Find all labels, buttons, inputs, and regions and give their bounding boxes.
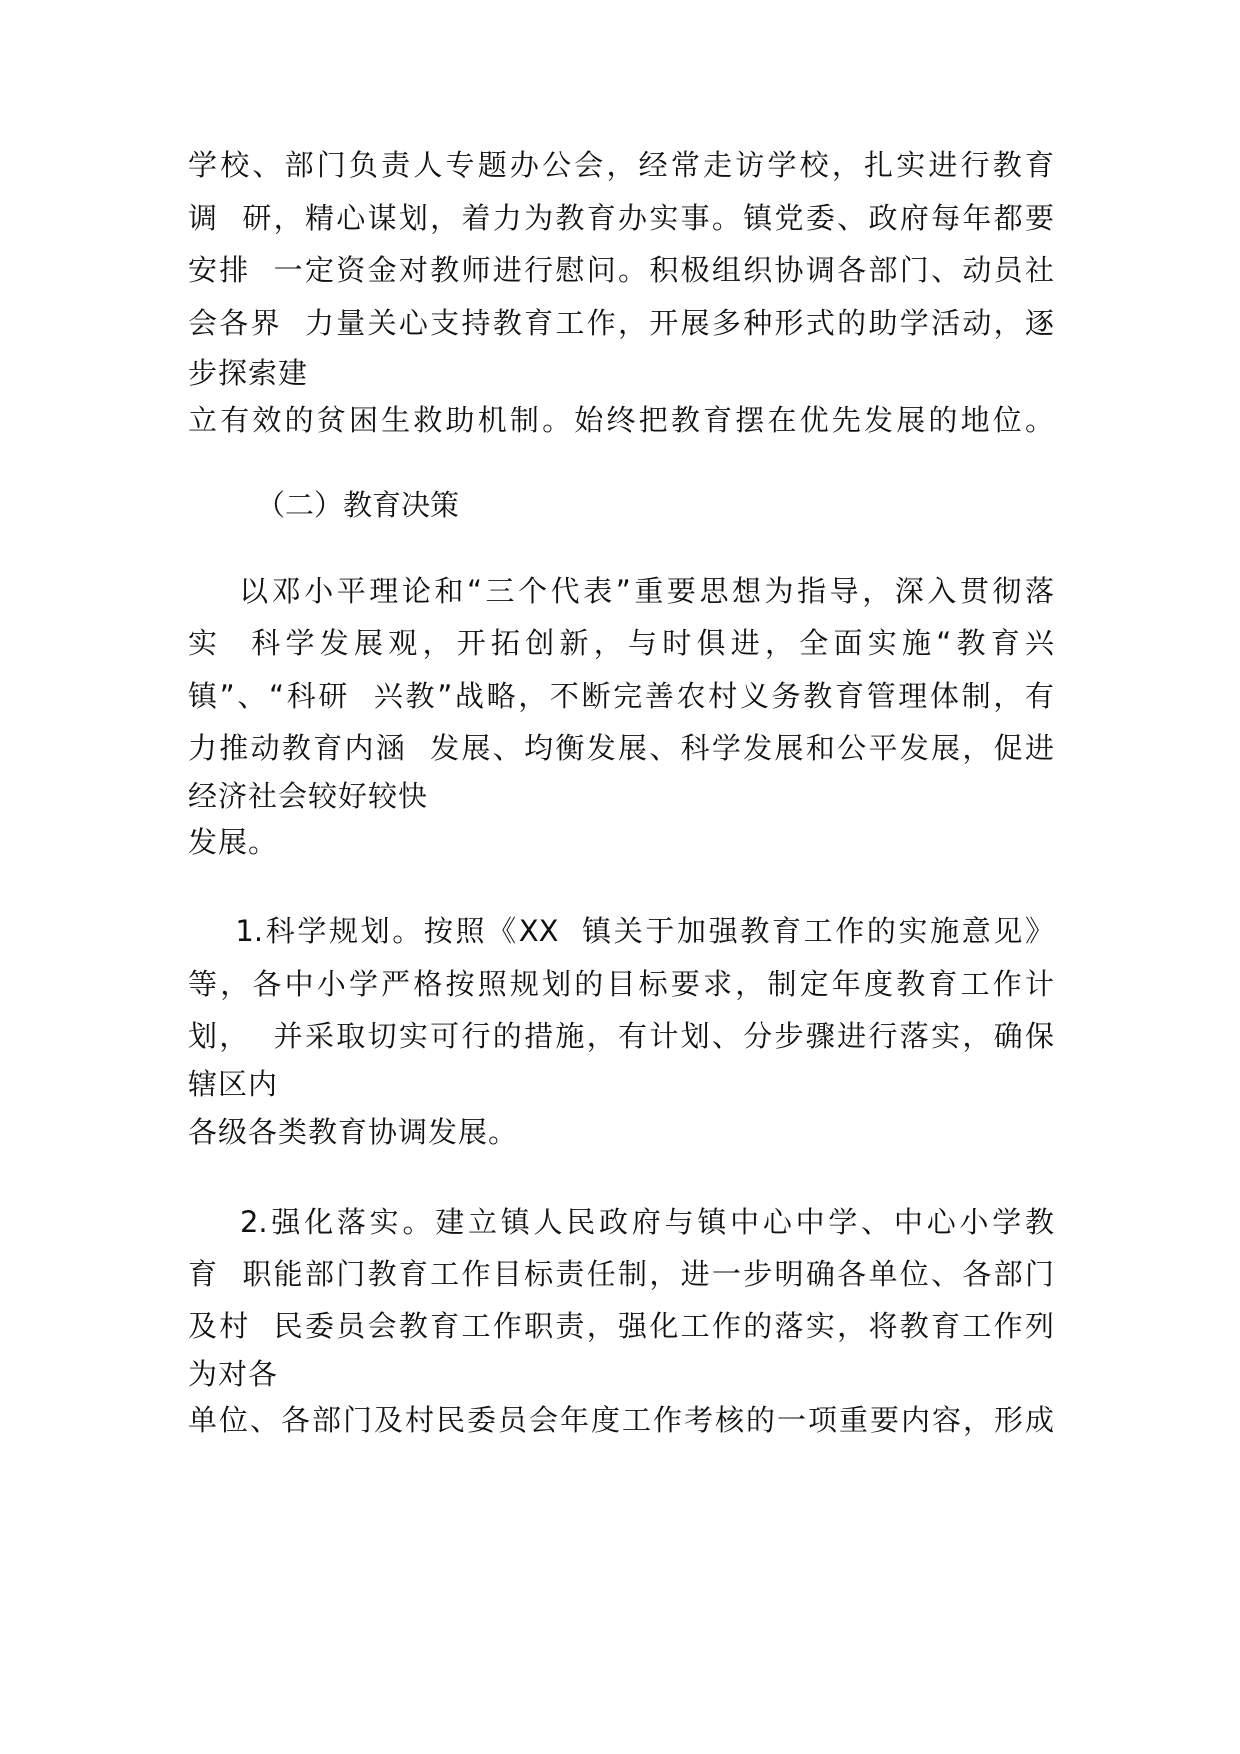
section-heading: （二）教育决策: [256, 488, 460, 522]
body-text-line: 镇”、“科研 兴教”战略，不断完善农村义务教育管理体制，有: [188, 679, 1054, 713]
body-text-line: 实 科学发展观，开拓创新，与时俱进，全面实施“教育兴: [188, 626, 1054, 660]
body-text-line: 以邓小平理论和“三个代表”重要思想为指导，深入贯彻落: [188, 574, 1054, 608]
body-text-line: 调 研，精心谋划，着力为教育办实事。镇党委、政府每年都要: [188, 201, 1054, 235]
body-text-line: 步探索建: [188, 356, 309, 390]
body-text-line: 会各界 力量关心支持教育工作，开展多种形式的助学活动，逐: [188, 306, 1054, 340]
body-text-line: 划， 并采取切实可行的措施，有计划、分步骤进行落实，确保: [188, 1019, 1054, 1053]
body-text-line: 学校、部门负责人专题办公会，经常走访学校，扎实进行教育: [188, 148, 1054, 182]
body-text-line: 及村 民委员会教育工作职责，强化工作的落实，将教育工作列: [188, 1309, 1054, 1343]
body-text-line: 经济社会较好较快: [188, 779, 429, 813]
body-text-line: 为对各: [188, 1357, 279, 1391]
body-text-line: 1.科学规划。按照《XX 镇关于加强教育工作的实施意见》: [188, 914, 1054, 948]
body-text-line: 单位、各部门及村民委员会年度工作考核的一项重要内容，形成: [188, 1403, 1054, 1437]
body-text-line: 辖区内: [188, 1067, 279, 1101]
body-text-line: 2.强化落实。建立镇人民政府与镇中心中学、中心小学教: [188, 1205, 1054, 1239]
body-text-line: 育 职能部门教育工作目标责任制，进一步明确各单位、各部门: [188, 1257, 1054, 1291]
body-text-line: 力推动教育内涵 发展、均衡发展、科学发展和公平发展，促进: [188, 731, 1054, 765]
body-text-line: 立有效的贫困生救助机制。始终把教育摆在优先发展的地位。: [188, 403, 1054, 437]
body-text-line: 发展。: [188, 825, 279, 859]
body-text-line: 等，各中小学严格按照规划的目标要求，制定年度教育工作计: [188, 967, 1054, 1001]
body-text-line: 安排 一定资金对教师进行慰问。积极组织协调各部门、动员社: [188, 253, 1054, 287]
body-text-line: 各级各类教育协调发展。: [188, 1115, 519, 1149]
